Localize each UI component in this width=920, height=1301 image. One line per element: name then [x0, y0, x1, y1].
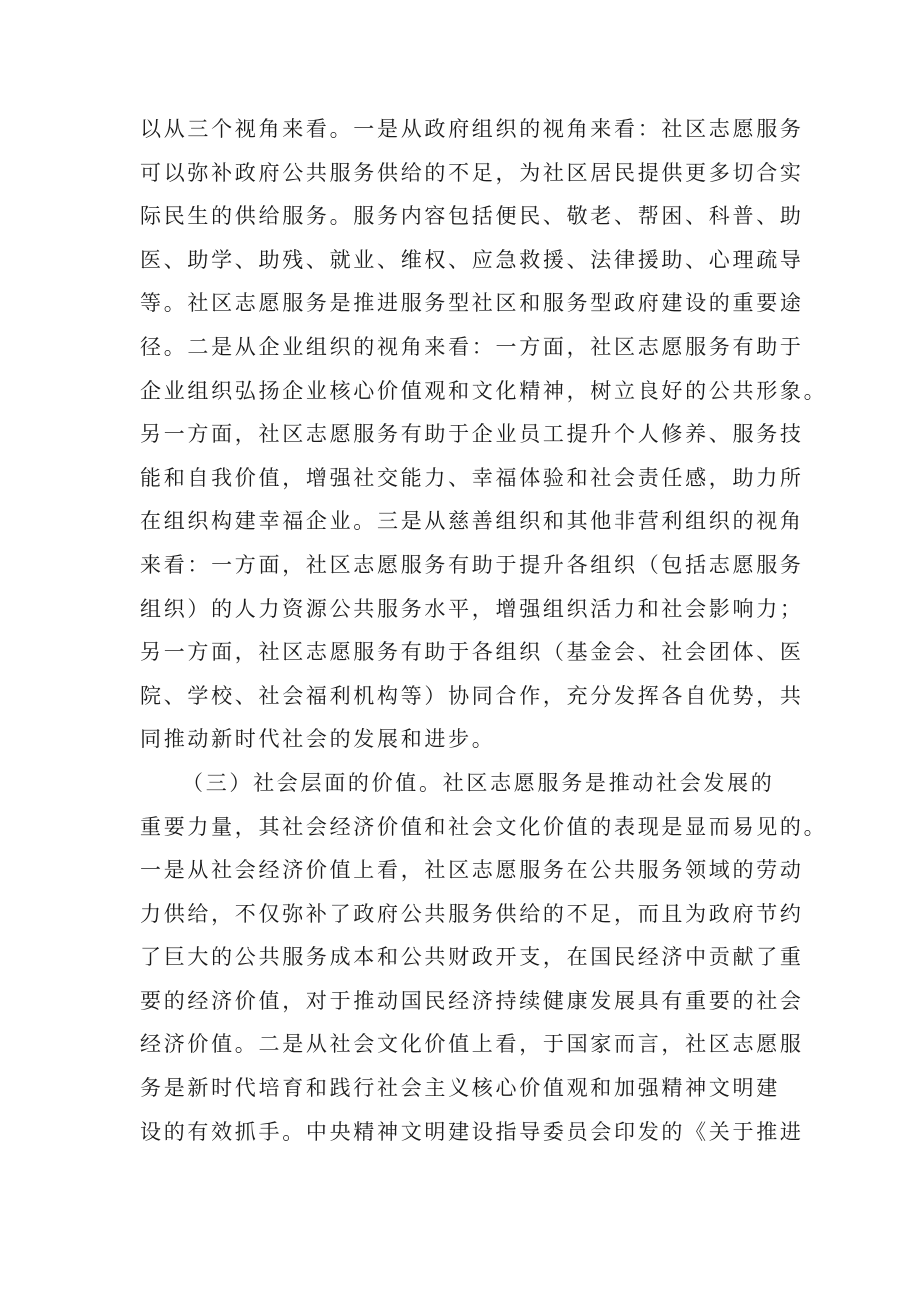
text-line: 来看：一方面，社区志愿服务有助于提升各组织（包括志愿服务: [140, 552, 804, 577]
text-line: 院、学校、社会福利机构等）协同合作，充分发挥各自优势，共: [140, 683, 804, 708]
text-line: 设的有效抓手。中央精神文明建设指导委员会印发的《关于推进: [140, 1119, 804, 1144]
text-line: 能和自我价值，增强社交能力、幸福体验和社会责任感，助力所: [140, 465, 804, 490]
text-line: 另一方面，社区志愿服务有助于企业员工提升个人修养、服务技: [140, 422, 804, 447]
section-heading-line: （三）社会层面的价值。社区志愿服务是推动社会发展的: [182, 770, 775, 795]
text-line: 要的经济价值，对于推动国民经济持续健康发展具有重要的社会: [140, 988, 804, 1013]
text-line: 重要力量，其社会经济价值和社会文化价值的表现是显而易见的。: [140, 814, 828, 839]
text-line: 力供给，不仅弥补了政府公共服务供给的不足，而且为政府节约: [140, 901, 804, 926]
text-line: 一是从社会经济价值上看，社区志愿服务在公共服务领域的劳动: [140, 858, 804, 883]
text-line: 医、助学、助残、就业、维权、应急救援、法律援助、心理疏导: [140, 247, 804, 272]
text-line: 另一方面，社区志愿服务有助于各组织（基金会、社会团体、医: [140, 640, 804, 665]
text-line: 可以弥补政府公共服务供给的不足，为社区居民提供更多切合实: [140, 160, 804, 185]
text-line: 组织）的人力资源公共服务水平，增强组织活力和社会影响力；: [140, 596, 804, 621]
text-line: 务是新时代培育和践行社会主义核心价值观和加强精神文明建: [140, 1076, 780, 1101]
text-line: 在组织构建幸福企业。三是从慈善组织和其他非营利组织的视角: [140, 509, 804, 534]
body-text: [140, 108, 828, 1154]
text-line: 了巨大的公共服务成本和公共财政开支，在国民经济中贡献了重: [140, 945, 804, 970]
text-line: 以从三个视角来看。一是从政府组织的视角来看：社区志愿服务: [140, 117, 804, 141]
text-line: 同推动新时代社会的发展和进步。: [140, 727, 496, 752]
text-line: 际民生的供给服务。服务内容包括便民、敬老、帮困、科普、助: [140, 204, 804, 229]
text-line: 等。社区志愿服务是推进服务型社区和服务型政府建设的重要途: [140, 291, 804, 316]
text-line: 经济价值。二是从社会文化价值上看，于国家而言，社区志愿服: [140, 1032, 804, 1057]
text-line: 径。二是从企业组织的视角来看：一方面，社区志愿服务有助于: [140, 334, 804, 359]
text-line: 企业组织弘扬企业核心价值观和文化精神，树立良好的公共形象。: [140, 378, 828, 403]
